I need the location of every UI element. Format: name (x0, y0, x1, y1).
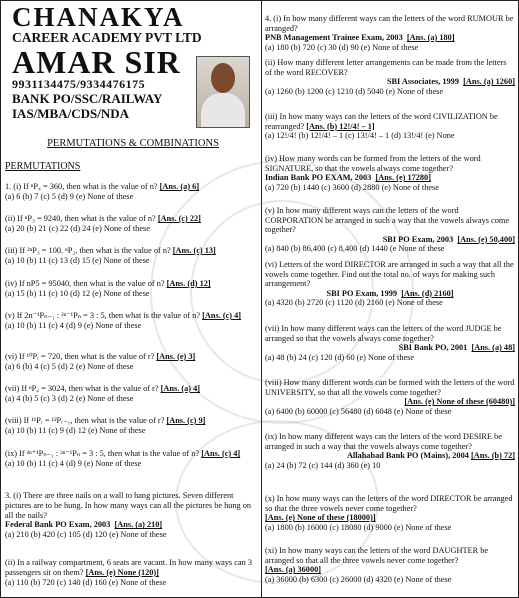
exam-source: SBI Associates, 1999 (386, 77, 459, 87)
answer-label: [Ans. (a) 180] (406, 33, 455, 43)
answer-label: [Ans. (e) None (120)] (85, 567, 159, 577)
exam-source: PNB Management Trainee Exam, 2003 (265, 33, 403, 43)
exam-source: Indian Bank PO EXAM, 2003 (265, 173, 372, 183)
options: (a) 110 (b) 720 (c) 140 (d) 160 (e) None of these (5, 577, 167, 587)
brand-academy: CAREER ACADEMY PVT LTD (12, 30, 202, 45)
question-text: (ii) In a railway compartment, 6 seats are vacant. In how many ways can 3 passengers sit on them? (5, 558, 252, 577)
answer-label: [Ans. (c) 4] (201, 449, 241, 458)
question-item (5, 182, 257, 202)
page-subtitle: PERMUTATIONS & COMBINATIONS (47, 138, 219, 149)
question-item (265, 324, 515, 362)
question-text: (iii) In how many ways can the letters of the word CIVILIZATION be rearranged? (265, 112, 498, 131)
question-text: (iv) How many words can be formed from the letters of the word SIGNATURE, so that the vowels always come together? (265, 154, 481, 173)
question-item (5, 214, 257, 234)
question-text: (viii) How many different words can be formed with the letters of the word UNIVERSITY, so that all the vowels come together? (265, 378, 515, 397)
question-text: (x) In how many ways can the letters of the word DIRECTOR be arranged so that the three vowels never come together? (265, 494, 513, 513)
question-text: (iv) If nP5 = 95040, then what is the value of n? (5, 279, 165, 288)
question-item (265, 206, 515, 254)
question-text: (vii) In how many different ways can the letters of the word JUDGE be arranged so that the vowels always come together? (265, 324, 502, 343)
teacher-photo (196, 56, 250, 128)
question-text: 1. (i) If ⁿP₄ = 360, then what is the value of n? (5, 182, 158, 191)
question-text: 3. (i) There are three nails on a wall to hang pictures. Seven different pictures are to be hung. In how many ways can all the pictures be hung on all the nails? (5, 491, 252, 520)
question-text: (v) If 2n⁻¹Pₙ₋₁ : ²ⁿ⁻¹Pₙ = 3 : 5, then what is the value of n? (5, 311, 201, 320)
answer-label: [Ans. (c) 13] (172, 246, 216, 255)
question-item (5, 449, 257, 469)
answer-label: [Ans. (c) 22] (157, 214, 201, 223)
question-item (265, 154, 515, 192)
question-item (265, 14, 515, 52)
exam-source: Allahabad Bank PO (Mains), 2004 (346, 451, 469, 461)
answer-label: [Ans. (a) 48] (471, 343, 515, 353)
question-item (5, 246, 257, 266)
question-item (5, 558, 257, 587)
options: (a) 48 (b) 24 (c) 120 (d) 60 (e) None of these (265, 352, 415, 362)
options: (a) 1260 (b) 1200 (c) 1210 (d) 5040 (e) None of these (265, 86, 444, 96)
options: (a) 6 (b) 7 (c) 5 (d) 9 (e) None of these (5, 191, 134, 201)
question-item (5, 279, 257, 299)
answer-label: [Ans. (e) 3] (156, 352, 196, 361)
question-item (265, 432, 515, 470)
answer-label: [Ans. (e) None of these (60480)] (404, 397, 515, 407)
options: (a) 6 (b) 4 (c) 5 (d) 2 (e) None of these (5, 361, 134, 371)
question-item (265, 112, 515, 141)
options: (a) 180 (b) 720 (c) 30 (d) 90 (e) None of these (265, 42, 419, 52)
exam-source: SBI PO Exam, 1999 (326, 288, 398, 298)
question-text: (ix) In how many different ways can the letters of the word DESIRE be arranged in such a way that the vowels always come together? (265, 432, 502, 451)
answer-label: [Ans. (a) 6] (159, 182, 200, 191)
options: (a) 840 (b) 86,400 (c) 8,400 (d) 1440 (e None of these (265, 244, 445, 254)
brand-header (12, 4, 202, 121)
answer-label: [Ans. (b) 72] (470, 451, 515, 461)
question-item (5, 491, 257, 540)
options: (a) 12!/4! (b) 12!/4! – 1 (c) 13!/4! – 1 (d) 13!/4! (e) None (265, 131, 455, 141)
options: (a) 4320 (b) 2720 (c) 1120 (d) 2160 (e) None of these (265, 298, 443, 308)
options: (a) 6400 (b) 60000 (c) 56480 (d) 6048 (e) None of these (265, 406, 452, 416)
question-text: (xi) In how many ways can the letters of the word DAUGHTER be arranged so that all the three vowels never come together? (265, 546, 489, 565)
answer-label: [Ans. (e) 50,400] (457, 234, 515, 244)
answer-label: [Ans. (c) 4] (202, 311, 242, 320)
question-text: (iii) If ²ⁿP₃ = 100. ⁿP₂, then what is the value of n? (5, 246, 171, 255)
exam-source: SBI Bank PO, 2001 (398, 343, 468, 353)
options: (a) 1800 (b) 16000 (c) 18080 (d) 9000 (e) None of these (265, 522, 452, 532)
brand-teacher: AMAR SIR (12, 44, 181, 80)
exam-source: SBI PO Exam, 2003 (382, 234, 454, 244)
options: (a) 10 (b) 11 (c) 9 (d) 12 (e) None of these (5, 425, 146, 435)
answer-label: [Ans. (e) None of these (18000)] (265, 513, 376, 523)
answer-label: [Ans. (c) 9] (166, 416, 206, 425)
question-text: (v) In how many different ways can the letters of the word CORPORATION be arranged in such a way that the vowels always come together? (265, 206, 510, 235)
question-text: (vi) If ¹⁰Pᵣ = 720, then what is the value of r? (5, 352, 155, 361)
question-text: (ii) How many different letter arrangements can be made from the letters of the word RECOVER? (265, 58, 507, 77)
question-item (265, 546, 515, 584)
question-item (5, 352, 257, 372)
brand-exams-1: BANK PO/SSC/RAILWAY (12, 91, 163, 106)
question-text: (vi) Letters of the word DIRECTOR are arranged in such a way that all the vowels come together. Find out the total no. of ways for making such arrangement? (265, 260, 514, 289)
brand-name: CHANAKYA (12, 2, 185, 32)
options: (a) 720 (b) 1440 (c) 3600 (d) 2880 (e) None of these (265, 182, 439, 192)
options: (a) 10 (b) 11 (c) 4 (d) 9 (e) None of these (5, 458, 142, 468)
options: (a) 4 (b) 5 (c) 3 (d) 2 (e) None of these (5, 393, 134, 403)
options: (a) 10 (b) 11 (c) 13 (d) 15 (e) None of these (5, 255, 150, 265)
question-item (265, 378, 515, 416)
answer-label: [Ans. (a) 36000] (265, 565, 321, 575)
options: (a) 20 (b) 21 (c) 22 (d) 24 (e) None of these (5, 223, 150, 233)
exam-source: Federal Bank PO Exam, 2003 (5, 520, 111, 530)
question-item (265, 494, 515, 532)
brand-exams-2: IAS/MBA/CDS/NDA (12, 106, 130, 121)
answer-label: [Ans. (a) 4] (160, 384, 200, 393)
question-item (265, 260, 515, 308)
question-text: (vii) If ⁿP₄ = 3024, then what is the value of r? (5, 384, 159, 393)
question-item (5, 416, 257, 436)
options: (a) 36000 (b) 6300 (c) 26000 (d) 4320 (e) None of these (265, 574, 452, 584)
question-item (265, 58, 515, 96)
question-text: (viii) If ¹¹Pᵣ = ¹²Pᵣ₋₁, then what is the value of r? (5, 416, 165, 425)
section-heading: PERMUTATIONS (5, 161, 81, 172)
answer-label: [Ans. (a) 1260] (463, 77, 515, 87)
brand-phones: 9931134475/9334476175 (12, 77, 146, 91)
answer-label: [Ans. (d) 2160] (401, 288, 454, 298)
options: (a) 15 (b) 11 (c) 10 (d) 12 (e) None of these (5, 288, 150, 298)
answer-label: [Ans. (a) 210] (114, 520, 163, 530)
answer-label: [Ans. (b) 12!/4! – 1] (306, 121, 375, 131)
column-divider (261, 0, 262, 598)
question-text: (ix) If ²ⁿ⁺¹Pₙ₋₁ : ²ⁿ⁻¹Pₙ = 3 : 5, then what is the value of n? (5, 449, 200, 458)
answer-label: [Ans. (e) 17280] (375, 173, 431, 183)
options: (a) 24 (b) 72 (c) 144 (d) 360 (e) 10 (265, 460, 381, 470)
question-item (5, 384, 257, 404)
question-text: (ii) If ⁿP₃ = 9240, then what is the value of n? (5, 214, 156, 223)
question-text: 4. (i) In how many different ways can the letters of the word RUMOUR be arranged? (265, 14, 514, 33)
answer-label: [Ans. (d) 12] (166, 279, 211, 288)
options: (a) 210 (b) 420 (c) 105 (d) 120 (e) None of these (5, 530, 167, 540)
question-item (5, 311, 257, 331)
options: (a) 10 (b) 11 (c) 4 (d) 9 (e) None of these (5, 320, 142, 330)
